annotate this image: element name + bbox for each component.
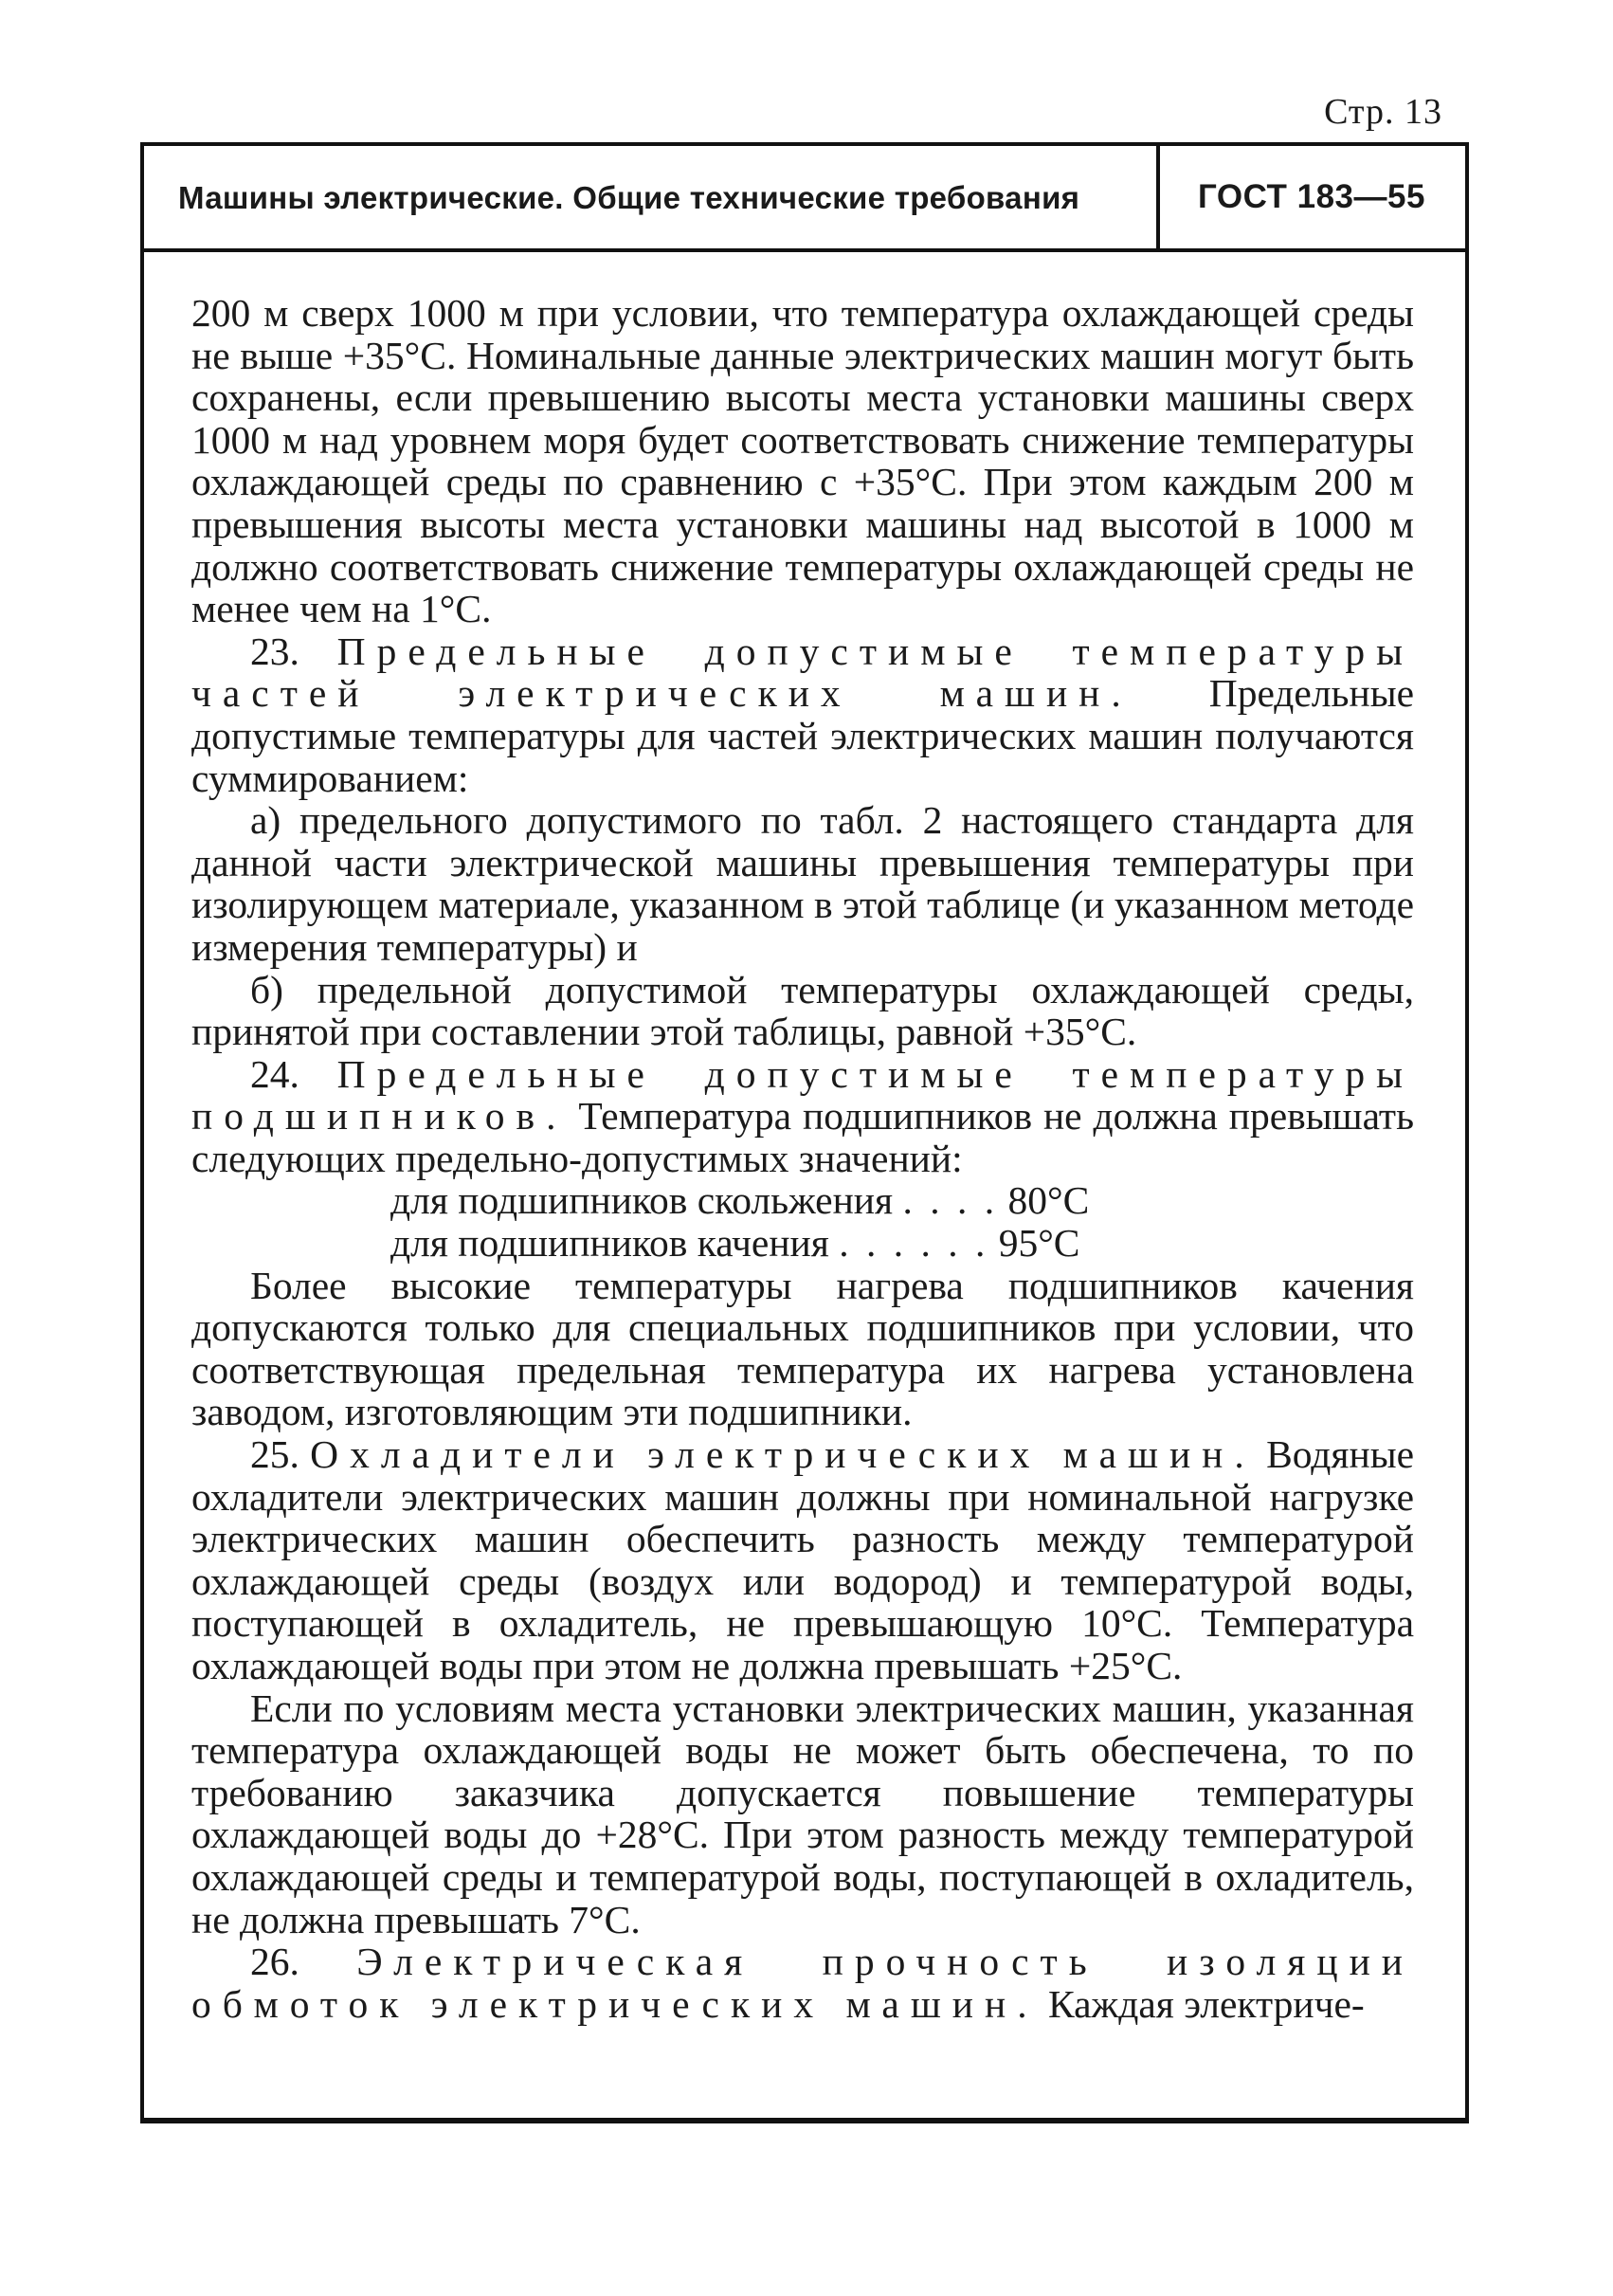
header-title: Машины электрические. Общие технические требования [178, 180, 1080, 215]
section-24-number: 24. [250, 1051, 299, 1096]
bearing-label: для подшипников скольжения [390, 1178, 894, 1223]
section-23 [191, 630, 1414, 799]
standard-number: ГОСТ 183—55 [1198, 178, 1425, 215]
section-25-note: Если по условиям места установки электрических машин, указанная температура охлаждающей воды не может быть обеспечена, то по требованию заказчика допускается повышение температуры охлаждающей воды до +28°С. При этом разность между температурой охлаждающей среды и температурой воды, поступающей в охладитель, не должна превышать 7°С. [191, 1686, 1414, 1941]
section-26-number: 26. [250, 1940, 299, 1984]
page-header [144, 146, 1465, 252]
continuation-paragraph: 200 м сверх 1000 м при условии, что температура охлаждающей среды не выше +35°С. Номинальные данные электрических машин могут быть сохранены, если превышению высоты места установки машины сверх 1000 м над уровнем моря будет соответствовать снижение температуры охлаждающей среды по сравнению с +35°С. При этом каждым 200 м превышения высоты места установки машины над высотой в 1000 м должно соответствовать снижение температуры охлаждающей среды не менее чем на 1°С. [191, 291, 1414, 631]
section-23-text: Предельные допустимые температуры для частей электрических машин получаются суммированием: [191, 671, 1414, 800]
header-divider [1156, 146, 1160, 252]
section-25 [191, 1433, 1414, 1687]
bearing-value: 95°С [998, 1221, 1080, 1266]
section-25-number: 25. [250, 1432, 299, 1477]
section-23-item-a: а) предельного допустимого по табл. 2 настоящего стандарта для данной части электрической машины превышения температуры при изолирующем материале, указанном в этой таблице (и указанном методе измерения температуры) и [191, 798, 1414, 969]
bearing-label: для подшипников качения [390, 1221, 829, 1266]
page-frame [140, 142, 1469, 2123]
section-24-text: Температура подшипников не должна превышать следующих предельно-допустимых значений: [191, 1094, 1414, 1180]
page-number: Стр. 13 [1324, 92, 1442, 132]
section-25-text: Водяные охладители электрических машин должны при номинальной нагрузке электрических машин обеспечить разность между температурой охлаждающей среды (воздух или водород) и температурой воды, поступающей в охладитель, не превышающую 10°С. Температура охлаждающей воды при этом не должна превышать +25°С. [191, 1432, 1415, 1687]
body-text [191, 292, 1414, 2025]
bearing-limit-row [191, 1179, 1414, 1222]
section-25-heading: Охладители электрических машин. [310, 1432, 1256, 1477]
section-26-text: Каждая электриче- [1047, 1981, 1365, 2026]
section-26-heading: Электрическая прочность изоляции обмоток электрических машин. [191, 1940, 1414, 2026]
bearing-limit-row [191, 1222, 1414, 1265]
section-23-heading: Предельные допустимые температуры частей электрических машин. [191, 629, 1414, 716]
section-26 [191, 1941, 1414, 2025]
bearing-leaders: . . . . . . [839, 1221, 989, 1266]
section-24-heading: Предельные допустимые температуры подшипников. [191, 1051, 1414, 1139]
section-24-note: Более высокие температуры нагрева подшипников качения допускаются только для специальных подшипников при условии, что соответствующая предельная температура их нагрева установлена заводом, изготовляющим эти подшипники. [191, 1263, 1414, 1434]
section-23-number: 23. [250, 629, 299, 673]
bearing-leaders: . . . . [902, 1178, 999, 1223]
bearing-value: 80°С [1007, 1178, 1090, 1223]
section-23-item-b: б) предельной допустимой температуры охлаждающей среды, принятой при составлении этой таблицы, равной +35°С. [191, 967, 1414, 1054]
section-24 [191, 1053, 1414, 1180]
